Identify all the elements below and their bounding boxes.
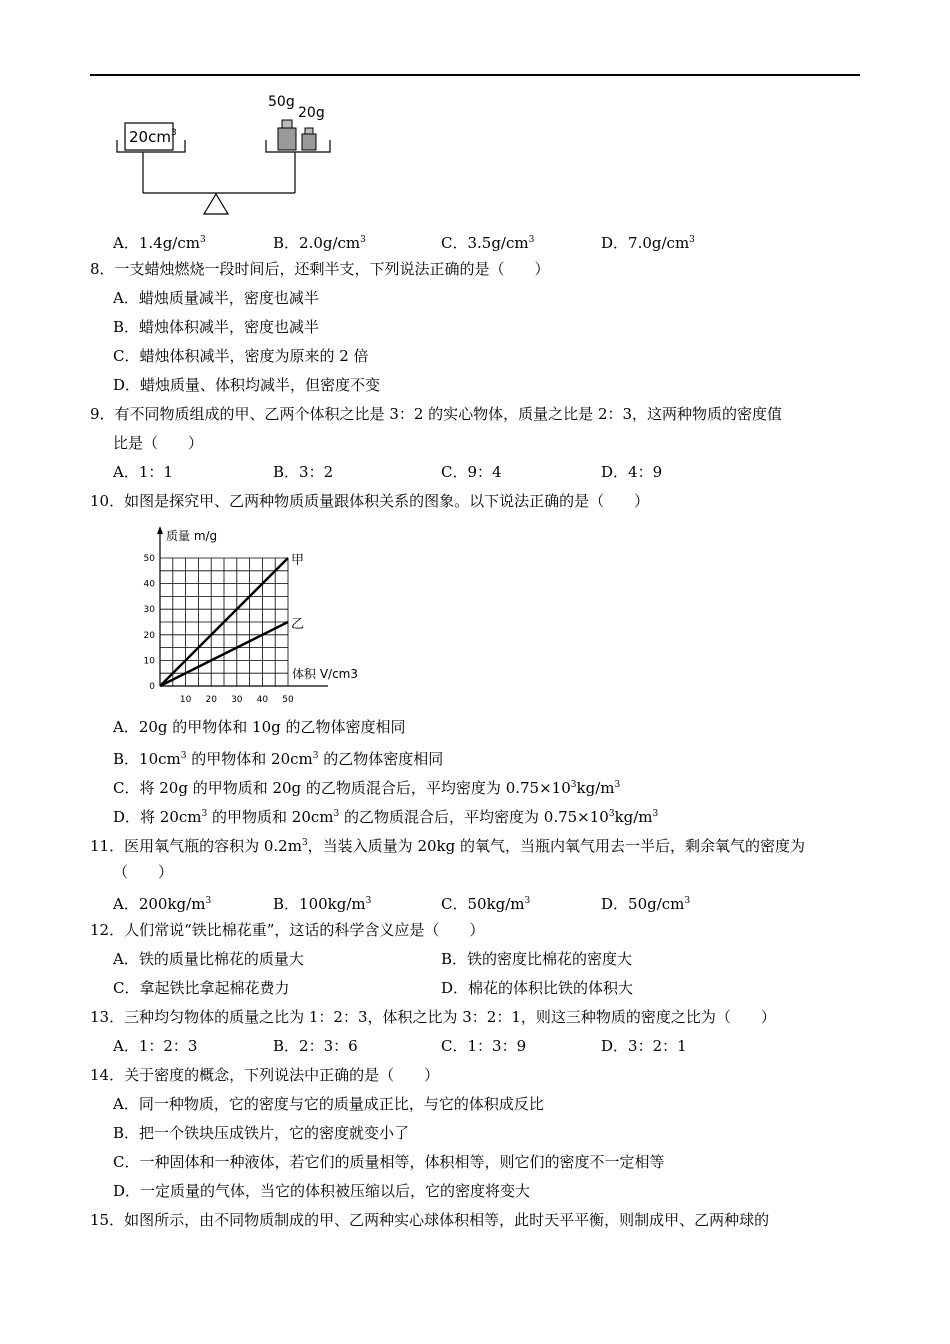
q14-option-d: D．一定质量的气体，当它的体积被压缩以后，它的密度将变大 [113, 1182, 531, 1200]
q10-stem: 10．如图是探究甲、乙两种物质质量跟体积关系的图象。以下说法正确的是（ ） [90, 492, 650, 510]
q8-option-a: A．蜡烛质量减半，密度也减半 [113, 289, 319, 307]
q11-option-d: D．$50g/cm^3$ [601, 895, 691, 913]
q12-option-c: C．拿起铁比拿起棉花费力 [113, 979, 290, 997]
q11-option-c: C．$50kg/m^3$ [441, 895, 531, 913]
q12-option-d: D．棉花的体积比铁的体积大 [441, 979, 634, 997]
series-label-yi: 乙 [291, 617, 305, 632]
q11-option-a: A．$200kg/m^3$ [113, 895, 212, 913]
weight-20g-label: 20g [298, 105, 325, 121]
q14-option-a: A．同一种物质，它的密度与它的质量成正比，与它的体积成反比 [113, 1095, 544, 1113]
q11-stem-line1: 11．医用氧气瓶的容积为 $0.2m^3$，当装入质量为 20kg 的氧气，当瓶内氧气用去一半后，剩余氧气的密度为 [90, 837, 805, 855]
q13-option-a: A．1：2：3 [113, 1037, 198, 1055]
x-axis-label: 体积 V/cm3 [292, 667, 358, 681]
mass-volume-chart [135, 520, 375, 710]
series-label-jia: 甲 [291, 553, 305, 568]
q14-option-c: C．一种固体和一种液体，若它们的质量相等，体积相等，则它们的密度不一定相等 [113, 1153, 665, 1171]
q10-option-b: B．$10cm^3$ 的甲物体和 $20cm^3$ 的乙物体密度相同 [113, 750, 444, 768]
q11-option-b: B．$100kg/m^3$ [273, 895, 372, 913]
q11-stem-line2: （ ） [113, 863, 174, 881]
q13-option-d: D．3：2：1 [601, 1037, 687, 1055]
q8-option-b: B．蜡烛体积减半，密度也减半 [113, 318, 320, 336]
q12-option-b: B．铁的密度比棉花的密度大 [441, 950, 633, 968]
y-tick-label: 10 [143, 656, 155, 667]
q9-stem-line2: 比是（ ） [113, 434, 204, 452]
y-tick-label: 0 [149, 682, 155, 692]
q10-option-c: C．将 20g 的甲物质和 20g 的乙物质混合后，平均密度为 $0.75\times 10^3kg/m^3$ [113, 779, 621, 797]
q9-option-b: B．3：2 [273, 463, 334, 481]
x-tick-label: 30 [231, 695, 243, 705]
q9-option-a: A．1：1 [113, 463, 173, 481]
q7-option-b: B．$2.0g/cm^3$ [273, 234, 366, 252]
q9-option-c: C．9：4 [441, 463, 502, 481]
y-tick-label: 20 [143, 630, 155, 641]
q7-option-c: C．$3.5g/cm^3$ [441, 234, 535, 252]
y-tick-label: 50 [143, 554, 155, 564]
q9-option-d: D．4：9 [601, 463, 663, 481]
x-tick-label: 20 [205, 695, 217, 705]
y-tick-label: 30 [143, 605, 155, 616]
q8-option-d: D．蜡烛质量、体积均减半，但密度不变 [113, 376, 381, 394]
block-label: $20cm^3$ [129, 128, 177, 146]
q14-stem: 14．关于密度的概念，下列说法中正确的是（ ） [90, 1066, 440, 1084]
q14-option-b: B．把一个铁块压成铁片，它的密度就变小了 [113, 1124, 410, 1142]
q13-option-b: B．2：3：6 [273, 1037, 358, 1055]
q7-option-d: D．$7.0g/cm^3$ [601, 234, 695, 252]
weight-50g-label: 50g [268, 94, 295, 110]
q13-option-c: C．1：3：9 [441, 1037, 527, 1055]
q12-option-a: A．铁的质量比棉花的质量大 [113, 950, 304, 968]
y-tick-label: 40 [143, 579, 155, 590]
q12-stem: 12．人们常说“铁比棉花重”，这话的科学含义应是（ ） [90, 921, 485, 939]
balance-figure [110, 90, 350, 220]
x-tick-label: 10 [179, 695, 192, 705]
y-axis-arrow [157, 526, 163, 534]
header-rule [90, 74, 860, 76]
q9-stem-line1: 9．有不同物质组成的甲、乙两个体积之比是 3：2 的实心物体，质量之比是 2：3，这两种物质的密度值 [90, 405, 783, 423]
q8-option-c: C．蜡烛体积减半，密度为原来的 2 倍 [113, 347, 369, 365]
q7-option-a: A．$1.4g/cm^3$ [113, 234, 206, 252]
y-axis-label: 质量 m/g [166, 529, 218, 543]
x-tick-label: 50 [282, 695, 294, 705]
q8-stem: 8．一支蜡烛燃烧一段时间后，还剩半支，下列说法正确的是（ ） [90, 260, 550, 278]
q13-stem: 13．三种均匀物体的质量之比为 1：2：3，体积之比为 3：2：1，则这三种物质的密度之比为（ ） [90, 1008, 776, 1026]
x-tick-label: 40 [256, 695, 269, 705]
q15-stem: 15．如图所示，由不同物质制成的甲、乙两种实心球体积相等，此时天平平衡，则制成甲、乙两种球的 [90, 1211, 770, 1229]
q10-option-a: A．20g 的甲物体和 10g 的乙物体密度相同 [113, 718, 406, 736]
q10-option-d: D．将 $20cm^3$ 的甲物质和 $20cm^3$ 的乙物质混合后，平均密度为 $0.75\times 10^3kg/m^3$ [113, 808, 659, 826]
